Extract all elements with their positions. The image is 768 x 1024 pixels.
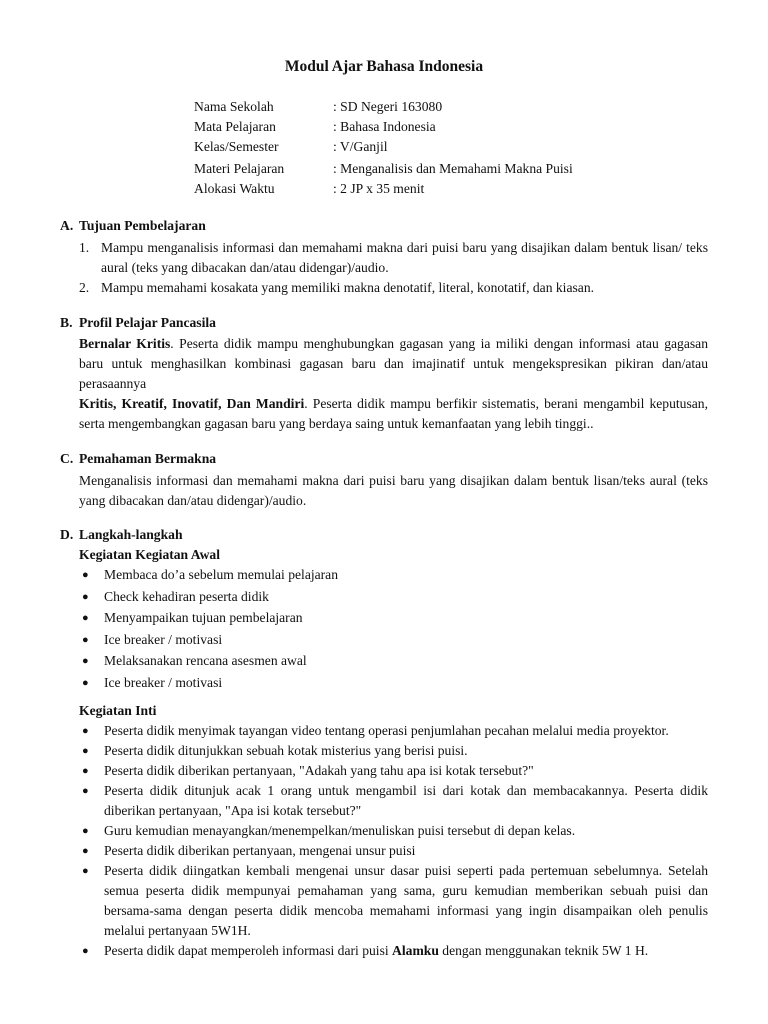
subsection-title: Kegiatan Kegiatan Awal	[79, 547, 220, 562]
section-heading	[60, 525, 708, 545]
list-item	[60, 821, 708, 841]
list-item	[60, 721, 708, 741]
bold-term: Kritis, Kreatif, Inovatif, Dan Mandiri	[79, 396, 305, 411]
info-value: : 2 JP x 35 menit	[333, 181, 425, 196]
item-text-part: dengan menggunakan teknik 5W 1 H.	[438, 943, 649, 958]
item-text: Check kehadiran peserta didik	[104, 588, 269, 604]
info-value: : V/Ganjil	[333, 139, 388, 154]
item-text: Guru kemudian menayangkan/menempelkan/menuliskan puisi tersebut di depan kelas.	[104, 823, 576, 838]
item-text: Menyampaikan tujuan pembelajaran	[104, 610, 303, 626]
list-item	[79, 238, 708, 278]
paragraph: Menganalisis informasi dan memahami makna dari puisi baru yang disajikan dalam bentuk lisan/teks aural (teks yang dibacakan dan/atau didengar)/audio.	[79, 473, 708, 508]
section-tujuan-pembelajaran	[60, 216, 708, 298]
list-item	[60, 587, 708, 609]
section-title: Tujuan Pembelajaran	[79, 218, 206, 233]
item-text: Melaksanakan rencana asesmen awal	[104, 653, 307, 669]
subsection-kegiatan-inti	[60, 701, 708, 961]
section-heading	[60, 216, 708, 236]
paragraph	[79, 334, 708, 394]
item-text: Peserta didik diingatkan kembali mengenai unsur dasar puisi seperti pada pertemuan sebelumnya. Setelah semua peserta didik mempunyai pemahaman yang sama, guru kemudian memberikan sebuah puisi dan bersama-sama dengan peserta didik mencoba memahami informasi yang ingin disampaikan oleh penulis melalui pertanyaan 5W1H.	[104, 863, 708, 938]
bullet-icon: ●	[82, 945, 89, 957]
bullet-icon: ●	[82, 745, 89, 757]
list-item	[60, 781, 708, 821]
section-title: Pemahaman Bermakna	[79, 451, 217, 466]
section-title: Langkah-langkah	[79, 527, 183, 542]
section-letter: D.	[60, 527, 74, 542]
item-text: Membaca do’a sebelum memulai pelajaran	[104, 567, 339, 582]
list-item	[60, 651, 708, 673]
info-label: Mata Pelajaran	[194, 119, 276, 134]
info-value: : SD Negeri 163080	[333, 99, 443, 114]
bold-term: Bernalar Kritis	[79, 336, 171, 351]
section-langkah-langkah	[60, 525, 708, 695]
paragraph	[79, 394, 708, 434]
bullet-icon: ●	[82, 590, 89, 603]
item-text: Peserta didik menyimak tayangan video tentang operasi penjumlahan pecahan melalui media proyektor.	[104, 723, 669, 738]
item-text: Peserta didik diberikan pertanyaan, mengenai unsur puisi	[104, 843, 416, 858]
item-text: Mampu menganalisis informasi dan memahami makna dari puisi baru yang disajikan dalam bentuk lisan/ teks aural (teks yang dibacakan dan/atau didengar)/audio.	[101, 240, 708, 275]
identity-table	[194, 97, 573, 199]
item-text-part: Peserta didik dapat memperoleh informasi dari puisi	[104, 943, 393, 958]
item-text: Ice breaker / motivasi	[104, 674, 223, 690]
section-heading	[60, 449, 708, 469]
list-item	[79, 278, 708, 298]
list-item	[60, 608, 708, 630]
section-letter: A.	[60, 218, 74, 233]
list-item	[60, 841, 708, 861]
item-text: Ice breaker / motivasi	[104, 631, 223, 647]
list-item	[60, 861, 708, 941]
info-label: Materi Pelajaran	[194, 161, 285, 176]
list-item	[60, 673, 708, 695]
info-row	[194, 179, 573, 199]
bullet-icon: ●	[82, 725, 89, 737]
item-text: Peserta didik diberikan pertanyaan, "Adakah yang tahu apa isi kotak tersebut?"	[104, 763, 534, 778]
bullet-icon: ●	[82, 825, 89, 837]
document-title: Modul Ajar Bahasa Indonesia	[284, 58, 484, 75]
paragraph-text: . Peserta didik mampu berfikir sistematis, berani mengambil keputusan, serta mengembangkan gagasan baru yang berdaya saing untuk kemanfaatan yang lebih tinggi..	[79, 396, 708, 431]
bullet-icon: ●	[82, 865, 89, 877]
item-number: 2.	[79, 280, 90, 295]
item-text: Peserta didik ditunjukkan sebuah kotak misterius yang berisi puisi.	[104, 743, 468, 758]
bullet-icon: ●	[82, 655, 89, 668]
info-row	[194, 159, 573, 179]
item-number: 1.	[79, 240, 90, 255]
info-label: Alokasi Waktu	[194, 181, 275, 196]
info-row	[194, 97, 573, 117]
info-row	[194, 117, 573, 137]
section-profil-pelajar	[60, 313, 708, 434]
poem-title: Alamku	[392, 943, 439, 958]
info-label: Kelas/Semester	[194, 139, 279, 154]
section-letter: C.	[60, 451, 74, 466]
info-value: : Menganalisis dan Memahami Makna Puisi	[333, 161, 573, 176]
bullet-icon: ●	[82, 676, 89, 689]
list-item	[60, 741, 708, 761]
subsection-title: Kegiatan Inti	[79, 703, 157, 718]
bullet-icon: ●	[82, 765, 89, 777]
section-pemahaman-bermakna	[60, 449, 708, 511]
section-letter: B.	[60, 315, 73, 330]
section-heading	[60, 313, 708, 333]
bullet-icon: ●	[82, 633, 89, 646]
numbered-list	[60, 238, 708, 298]
bullet-icon: ●	[82, 569, 89, 581]
bullet-icon: ●	[82, 612, 89, 625]
section-title: Profil Pelajar Pancasila	[79, 315, 216, 330]
paragraph-text: . Peserta didik mampu menghubungkan gagasan yang ia miliki dengan informasi atau gagasan baru untuk menghasilkan kombinasi gagasan baru dan imajinatif untuk mengekspresikan pikiran dan/atau perasaannya	[79, 336, 708, 391]
item-text	[104, 941, 708, 961]
bullet-list	[60, 565, 708, 695]
bullet-icon: ●	[82, 785, 89, 797]
list-item	[60, 941, 708, 961]
bullet-list	[60, 721, 708, 961]
list-item	[60, 630, 708, 652]
bullet-icon: ●	[82, 845, 89, 857]
item-text: Mampu memahami kosakata yang memiliki makna denotatif, literal, konotatif, dan kiasan.	[101, 280, 595, 295]
info-row	[194, 137, 573, 157]
info-label: Nama Sekolah	[194, 99, 274, 114]
list-item	[60, 761, 708, 781]
list-item	[60, 565, 708, 587]
info-value: : Bahasa Indonesia	[333, 119, 436, 134]
item-text: Peserta didik ditunjuk acak 1 orang untuk mengambil isi dari kotak dan membacakannya. Peserta didik diberikan pertanyaan, "Apa isi kotak tersebut?"	[104, 783, 708, 818]
